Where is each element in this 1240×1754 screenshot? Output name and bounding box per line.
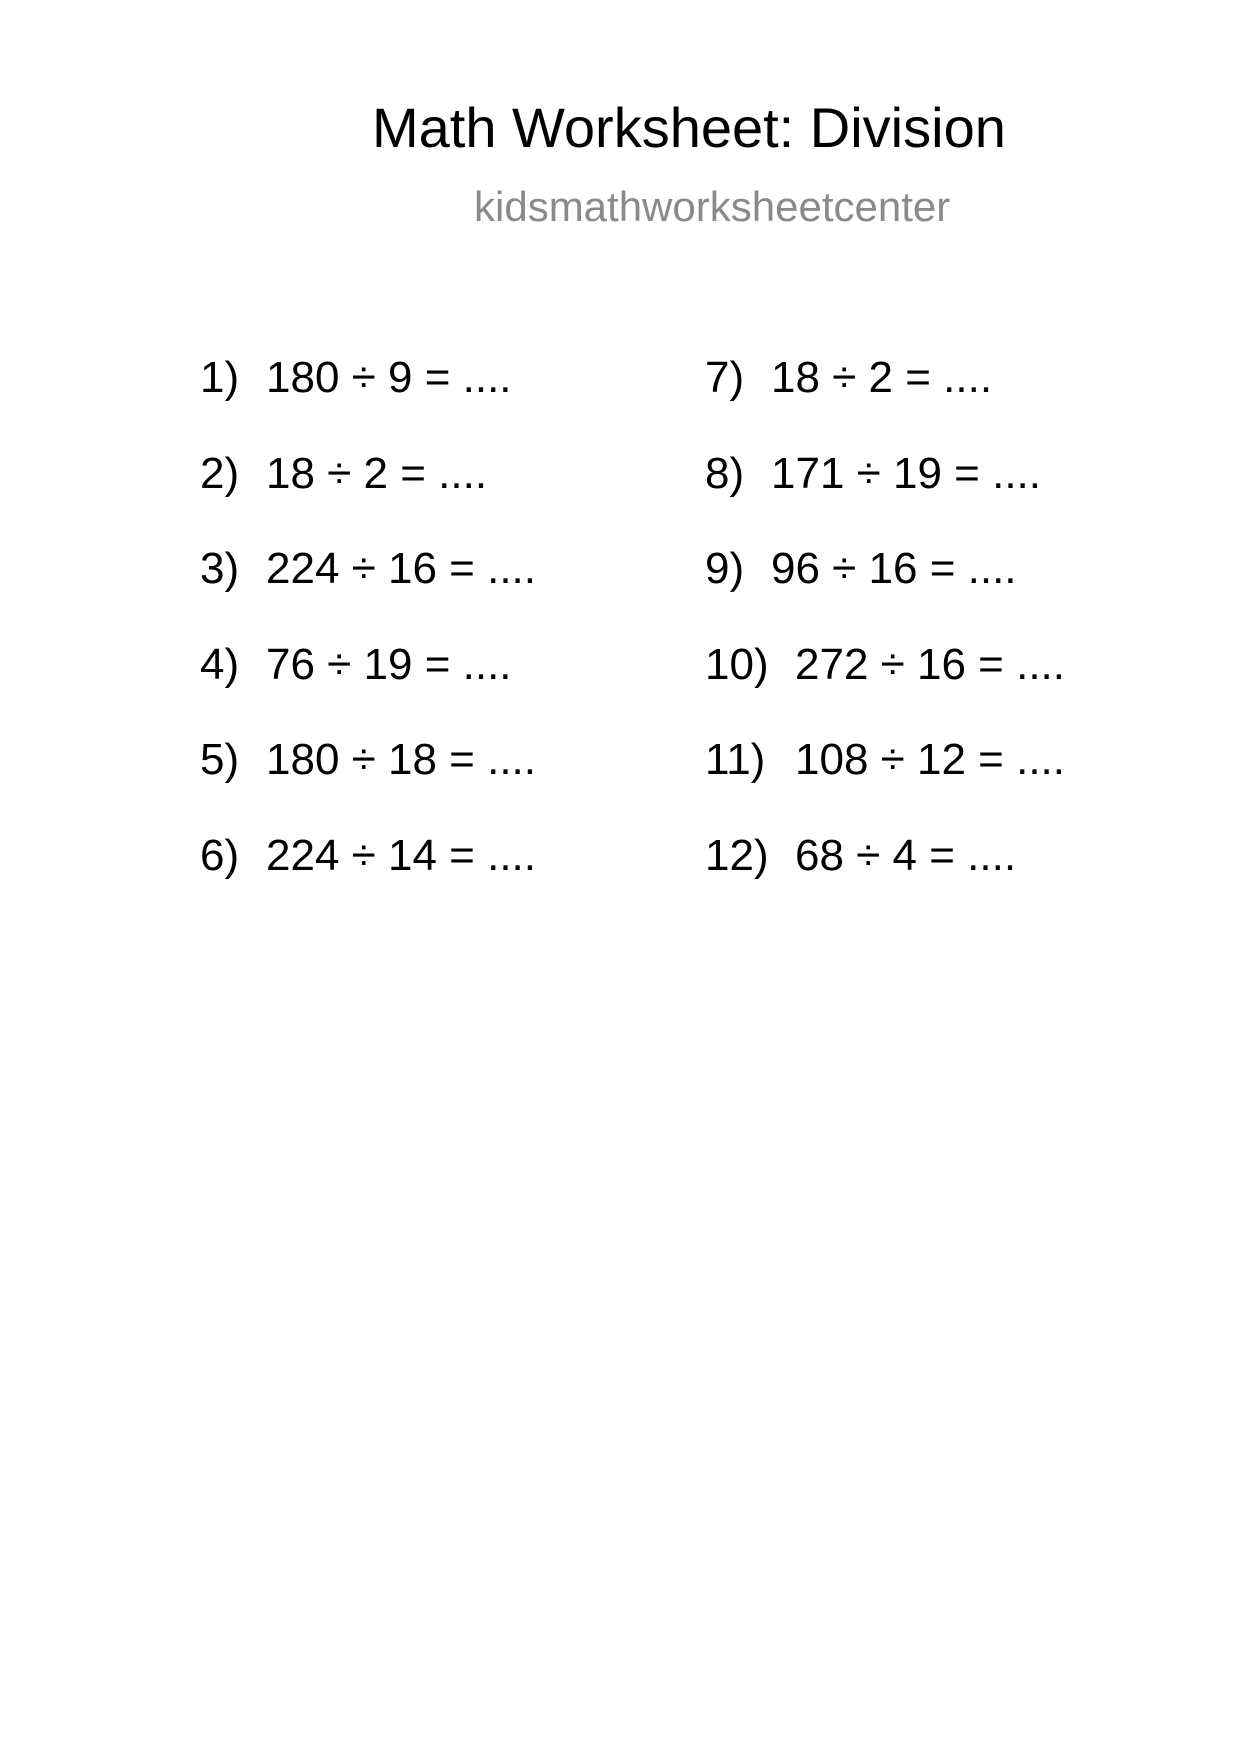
problem-number: 6): [200, 830, 240, 880]
problem-item: [705, 545, 1065, 641]
problem-item: [200, 545, 536, 641]
page-title: Math Worksheet: Division: [372, 96, 1006, 159]
problem-number: 4): [200, 639, 240, 689]
problem-number: 12): [705, 830, 769, 880]
problem-column-left: [200, 354, 536, 928]
problem-expression: 18 ÷ 2 = ....: [771, 353, 993, 402]
problem-number: 8): [705, 448, 745, 498]
problem-expression: 180 ÷ 9 = ....: [266, 353, 512, 402]
problem-number: 2): [200, 448, 240, 498]
problem-expression: 108 ÷ 12 = ....: [795, 735, 1065, 785]
site-watermark: kidsmathworksheetcenter: [474, 183, 951, 230]
problem-item: [705, 641, 1065, 737]
problem-expression: 272 ÷ 16 = ....: [795, 639, 1065, 689]
problem-number: 7): [705, 353, 745, 402]
problem-item: [705, 450, 1065, 546]
problem-item: [200, 641, 536, 737]
problem-column-right: [705, 354, 1065, 928]
problem-number: 11): [705, 735, 766, 785]
problem-expression: 18 ÷ 2 = ....: [266, 448, 488, 498]
problem-item: [200, 450, 536, 546]
problem-item: [705, 832, 1065, 928]
problem-item: [200, 354, 536, 450]
problem-expression: 224 ÷ 16 = ....: [266, 544, 536, 594]
problem-number: 3): [200, 544, 240, 594]
problem-number: 1): [200, 353, 240, 402]
problem-number: 9): [705, 544, 745, 594]
problem-expression: 68 ÷ 4 = ....: [795, 830, 1017, 880]
problem-expression: 76 ÷ 19 = ....: [266, 639, 512, 689]
problem-item: [200, 736, 536, 832]
problem-item: [705, 354, 1065, 450]
problem-expression: 224 ÷ 14 = ....: [266, 830, 536, 880]
problem-item: [200, 832, 536, 928]
problem-number: 10): [705, 639, 769, 689]
problem-expression: 171 ÷ 19 = ....: [771, 448, 1041, 498]
problem-number: 5): [200, 735, 240, 785]
problem-expression: 180 ÷ 18 = ....: [266, 735, 536, 785]
problem-item: [705, 736, 1065, 832]
problem-expression: 96 ÷ 16 = ....: [771, 544, 1017, 594]
